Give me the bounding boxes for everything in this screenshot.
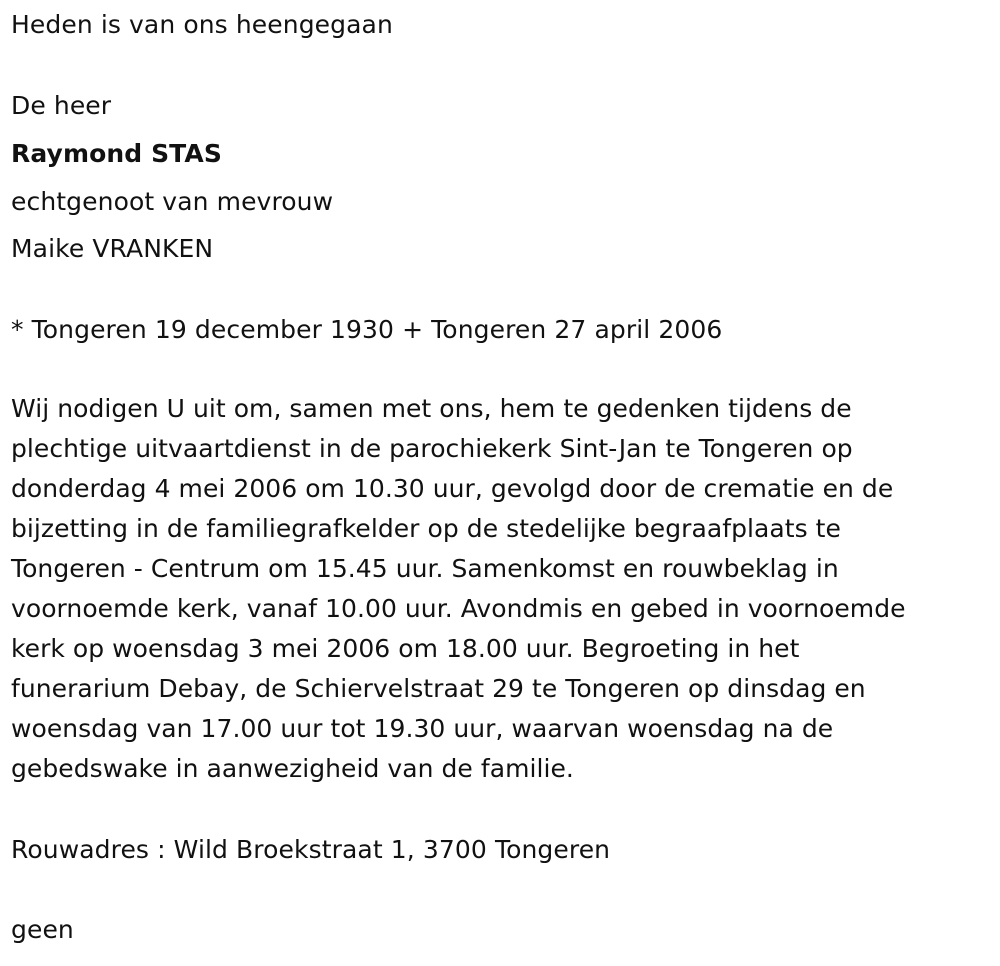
invitation-line: Tongeren - Centrum om 15.45 uur. Samenkomst en rouwbeklag in <box>11 554 839 583</box>
invitation-line: gebedswake in aanwezigheid van de familie. <box>11 754 574 783</box>
invitation-line: donderdag 4 mei 2006 om 10.30 uur, gevolgd door de crematie en de <box>11 474 894 503</box>
invitation-line: funerarium Debay, de Schiervelstraat 29 te Tongeren op dinsdag en <box>11 674 866 703</box>
invitation-line: voornoemde kerk, vanaf 10.00 uur. Avondmis en gebed in voornoemde <box>11 594 906 623</box>
birth-death-line: * Tongeren 19 december 1930 + Tongeren 27 april 2006 <box>11 315 723 344</box>
spouse-name: Maike VRANKEN <box>11 234 214 263</box>
invitation-line: woensdag van 17.00 uur tot 19.30 uur, waarvan woensdag na de <box>11 714 834 743</box>
invitation-line: plechtige uitvaartdienst in de parochiekerk Sint-Jan te Tongeren op <box>11 434 853 463</box>
salutation: De heer <box>11 91 112 120</box>
invitation-paragraph <box>11 389 986 789</box>
deceased-name: Raymond STAS <box>11 139 222 168</box>
closing-text: geen <box>11 915 74 944</box>
invitation-line: kerk op woensdag 3 mei 2006 om 18.00 uur. Begroeting in het <box>11 634 800 663</box>
invitation-line: bijzetting in de familiegrafkelder op de stedelijke begraafplaats te <box>11 514 841 543</box>
mourning-address: Rouwadres : Wild Broekstraat 1, 3700 Tongeren <box>11 835 611 864</box>
invitation-line: Wij nodigen U uit om, samen met ons, hem te gedenken tijdens de <box>11 394 852 423</box>
relation-line: echtgenoot van mevrouw <box>11 187 334 216</box>
intro-line: Heden is van ons heengegaan <box>11 10 393 39</box>
